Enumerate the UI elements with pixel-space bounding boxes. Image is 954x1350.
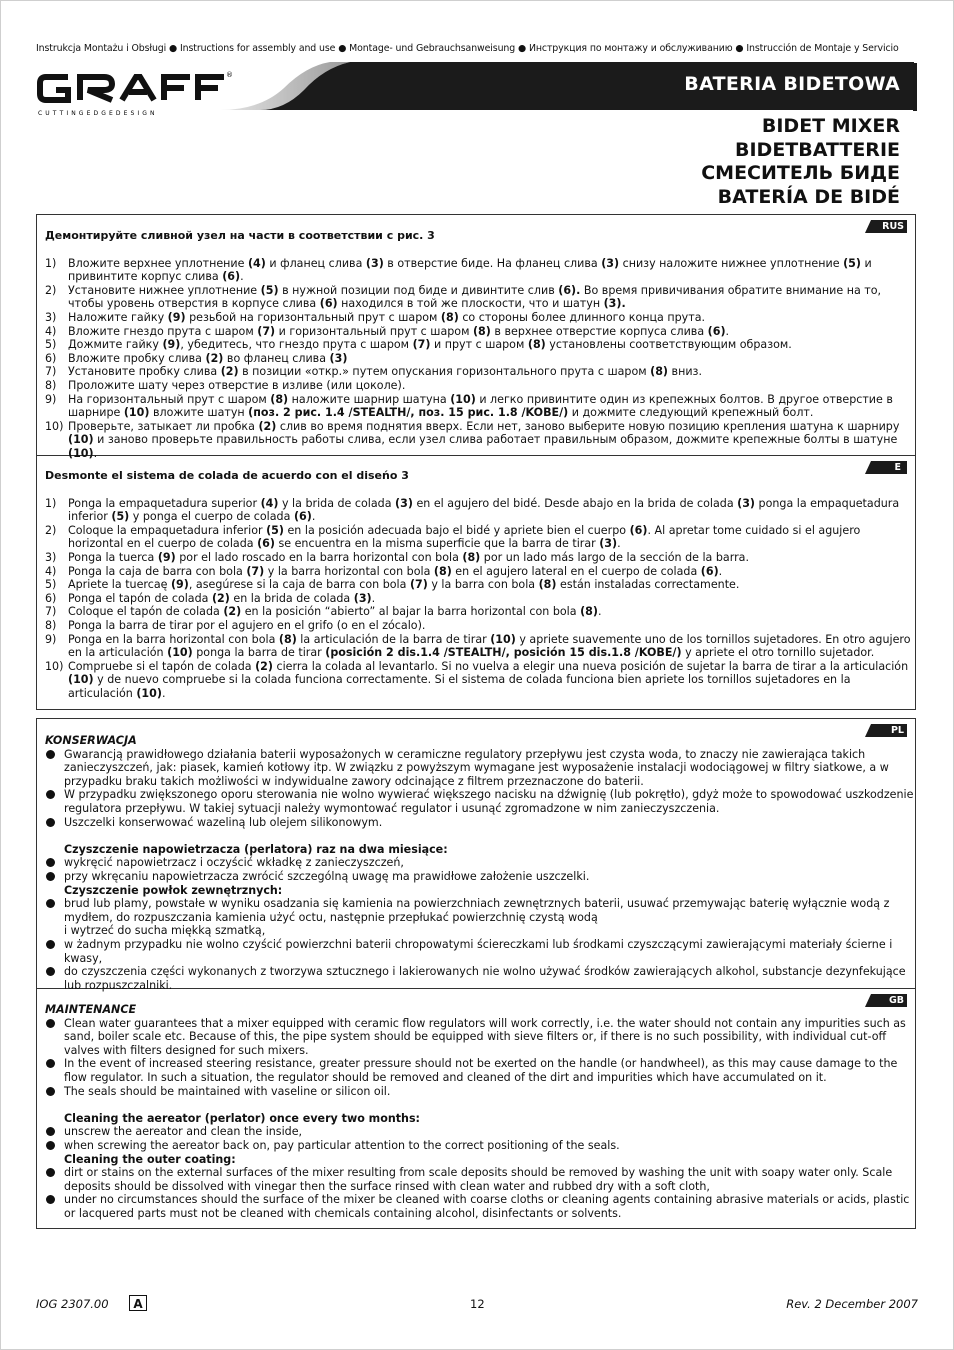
bullet-icon: [46, 1195, 55, 1204]
bullet-icon: [46, 818, 55, 827]
bullet-icon: [46, 1127, 55, 1136]
rus-step: [45, 393, 915, 420]
logo-tagline: C U T T I N G E D G E D E S I G N: [38, 110, 156, 117]
step-text: Ponga en la barra horizontal con bola (8) la articulación de la barra de tirar (10) y apriete suavemente uno de los tornillos sujetadores. En otro agujero en la articulación (10) ponga la barra de tirar (posición 2 dis.1.4 /STEALTH/, posición 15 dis.1.8 /KOBE/) y apriete el otro tornillo sujetador.: [68, 632, 911, 660]
languages-line: Instrukcja Montażu i Obsługi ● Instructions for assembly and use ● Montage- und Gebrauchsanweisung ● Инструкция по монтажу и обслуживанию ● Instrucción de Montaje y Servicio: [36, 43, 899, 54]
subtitles: [701, 115, 900, 209]
step-number: 8): [45, 378, 57, 392]
gb-subheading-aerator: Cleaning the aereator (perlator) once every two months:: [64, 1111, 420, 1125]
step-text: Coloque el tapón de colada (2) en la posición “abierto” al bajar la barra horizontal con bola (8).: [68, 605, 602, 619]
bullet-icon: [46, 1059, 55, 1068]
rus-step: [45, 352, 915, 366]
step-number: 6): [45, 591, 57, 605]
step-number: 2): [45, 523, 57, 537]
section-heading-rus: Демонтируйте сливной узел на части в соответствии с рис. 3: [45, 229, 435, 242]
step-text: Ponga el tapón de colada (2) en la brida de colada (3).: [68, 591, 376, 605]
maintenance-box: [36, 718, 916, 1229]
bullet-icon: [46, 899, 55, 908]
step-text: Apriete la tuercaę (9), asegúrese si la caja de barra con bola (7) y la barra con bola (8) están instaladas correctamente.: [68, 578, 740, 592]
bullet-item: [45, 1166, 915, 1193]
bullet-item: [45, 1125, 915, 1139]
subtitle-en: BIDET MIXER: [761, 115, 900, 137]
rus-step: [45, 311, 915, 325]
bullet-text: when screwing the aereator back on, pay particular attention to the correct positioning of the seals.: [64, 1138, 620, 1152]
bullet-item: [45, 1057, 915, 1084]
subtitle-es: BATERÍA DE BIDÉ: [717, 185, 900, 208]
flag-pl: PL: [865, 724, 907, 737]
step-number: 3): [45, 310, 57, 324]
bullet-icon: [46, 858, 55, 867]
step-text: Вложите верхнее уплотнение (4) и фланец слива (3) в отверстие биде. На фланец слива (3) снизу наложите нижнее уплотнение (5) и привинтите корпус слива (6).: [68, 256, 872, 284]
es-step: [45, 578, 915, 592]
section-heading-pl: KONSERWACJA: [45, 734, 137, 747]
step-text: Установите нижнее уплотнение (5) в нужной позиции под биде и дивинтите слив (6). Во время привичивания обратите внимание на то, чтобы уровень отверстия в корпусе слива (6) находился в той же плоскости, что и шатун (3).: [68, 283, 882, 311]
step-text: Compruebe si el tapón de colada (2) cierra la colada al levantarlo. Si no vuelva a elegir una nueva posición de sujetar la barra de tirar a la articulación (10) y de nuevo compruebe si la colada funciona correctamente. Si el sistema de colada funciona bien apriete los tornillos sujetadores en la articulación (10).: [68, 659, 909, 700]
step-text: Ponga la tuerca (9) por el lado roscado en la barra horizontal con bola (8) por un lado más largo de la sección de la barra.: [68, 550, 749, 564]
step-number: 3): [45, 550, 57, 564]
bullet-text: The seals should be maintained with vaseline or silicon oil.: [64, 1084, 391, 1098]
subtitle-ru: СМЕСИТЕЛЬ БИДЕ: [701, 162, 900, 184]
step-text: Дожмите гайку (9), убедитесь, что гнездо прута с шаром (7) и прут с шаром (8) установлены соответствующим образом.: [68, 338, 792, 352]
bullet-text: Uszczelki konserwować wazeliną lub olejem silikonowym.: [64, 815, 383, 829]
step-text: Установите пробку слива (2) в позиции «откр.» путем опускания горизонтального прута с шаром (8) вниз.: [68, 365, 702, 379]
gb-bullets-coating: [45, 1166, 915, 1220]
pl-bullets-coating: [45, 897, 915, 992]
step-number: 5): [45, 338, 57, 352]
es-step: [45, 592, 915, 606]
bullet-icon: [46, 1168, 55, 1177]
bullet-text: under no circumstances should the surface of the mixer be cleaned with coarse cloths or cleaning agents containing abrasive materials or acids, plastic or lacquered parts must not be cleaned with chemicals containing alcohol, disinfectants or solvents.: [64, 1193, 910, 1220]
bullet-icon: [46, 750, 55, 759]
rus-step: [45, 379, 915, 393]
section-heading-gb: MAINTENANCE: [45, 1003, 137, 1016]
bullet-item: [45, 1193, 915, 1220]
rus-step: [45, 338, 915, 352]
step-text: Вложите гнездо прута с шаром (7) и горизонтальный прут с шаром (8) в верхнее отверстие корпуса слива (6).: [68, 324, 730, 338]
gb-bullets-general: [45, 1017, 915, 1099]
bullet-text: In the event of increased steering resistance, greater pressure should not be exerted on the handle (or handwheel), as this may cause damage to the flow regulator. In such a situation, the regulator should be removed and cleaned of the dirt and impurities which have accumulated on it.: [64, 1057, 898, 1084]
step-number: 10): [45, 419, 64, 433]
step-number: 7): [45, 365, 57, 379]
bullet-item: [45, 870, 915, 884]
step-number: 5): [45, 578, 57, 592]
gb-subheading-coating: Cleaning the outer coating:: [64, 1152, 236, 1166]
flag-es: E: [865, 461, 907, 474]
step-text: Ponga la caja de barra con bola (7) y la barra horizontal con bola (8) en el agujero lateral en el cuerpo de colada (6).: [68, 564, 723, 578]
bullet-text: Clean water guarantees that a mixer equipped with ceramic flow regulators will work correctly, i.e. the water should not contain any impurities such as sand, boiler scale etc. Because of this, the pipe system should be equipped with sieve filters or, if there is no such possibility, with individual cut-off valves with filters designed for such mixers.: [64, 1016, 906, 1057]
section-rus: [37, 215, 915, 460]
es-step: [45, 605, 915, 619]
es-step: [45, 551, 915, 565]
es-step: [45, 565, 915, 579]
bullet-text: dirt or stains on the external surfaces of the mixer resulting from scale deposits should be removed by washing the unit with soapy water only. Scale deposits should be dissolved with vinegar then the surface rinsed with clean water and rubbed dry with a soft cloth,: [64, 1166, 893, 1193]
title-bar-mark: [913, 63, 917, 111]
bullet-text: unscrew the aereator and clean the inside,: [64, 1125, 303, 1139]
revision-date: Rev. 2 December 2007: [786, 1297, 918, 1311]
es-step: [45, 619, 915, 633]
flag-gb: GB: [865, 994, 907, 1007]
bullet-item: [45, 788, 915, 815]
section-gb: [37, 989, 915, 1221]
step-number: 4): [45, 324, 57, 338]
bullet-item: [45, 938, 915, 965]
es-step: [45, 524, 915, 551]
rus-step: [45, 284, 915, 311]
step-number: 4): [45, 564, 57, 578]
bullet-icon: [46, 1087, 55, 1096]
bullet-text: w żadnym przypadku nie wolno czyścić powierzchni baterii chropowatymi ściereczkami lub środkami czyszczącymi zawierającymi materiały ścierne i kwasy,: [64, 937, 893, 965]
doc-code: IOG 2307.00: [36, 1297, 109, 1311]
bullet-item: [45, 1139, 915, 1153]
es-step: [45, 660, 915, 701]
bullet-item: [45, 897, 915, 938]
bullet-text: do czyszczenia części wykonanych z tworzywa sztucznego i lakierowanych nie wolno używać środków zawierających alkohol, substancje dezynfekujące lub rozpuszczalniki.: [64, 965, 906, 992]
rus-steps-list: [45, 257, 915, 461]
step-text: Проверьте, затыкает ли пробка (2) слив во время поднятия вверх. Если нет, заново выберите новую позицию крепления шатуна к шарниру (10) и заново проверьте правильность работы слива, если узел слива работает правильным образом, дожмите крепежные болты в шатуне (10).: [68, 419, 900, 460]
flag-rus: RUS: [865, 220, 907, 233]
bullet-icon: [46, 790, 55, 799]
es-step: [45, 497, 915, 524]
step-text: Вложите пробку слива (2) во фланец слива (3): [68, 351, 348, 365]
bullet-item: [45, 748, 915, 789]
step-number: 10): [45, 659, 64, 673]
pl-subheading-aerator: Czyszczenie napowietrzacza (perlatora) raz na dwa miesiące:: [64, 842, 448, 856]
bullet-text: brud lub plamy, powstałe w wyniku osadzania się kamienia na powierzchniach zewnętrznych baterii, usuwać przemywając baterię wyłącznie wodą z mydłem, do rozpuszczania kamienia użyć octu, następnie przepłukać powierzchnię czystą wodą i wytrzeć do sucha miękką szmatką,: [64, 897, 890, 938]
step-number: 9): [45, 392, 57, 406]
svg-text:®: ®: [226, 71, 233, 79]
step-text: На горизонтальный прут с шаром (8) наложите шарнир шатуна (10) и легко привинтите один из крепежных болтов. В другое отверстие в шарнире (10) вложите шатун (поз. 2 рис. 1.4 /STEALTH/, поз. 15 рис. 1.8 /KOBE/) и дожмите следующий крепежный болт.: [68, 392, 893, 420]
step-number: 9): [45, 632, 57, 646]
bullet-icon: [46, 1019, 55, 1028]
gb-bullets-aerator: [45, 1125, 915, 1152]
step-text: Наложите гайку (9) резьбой на горизонтальный прут с шаром (8) со стороны более длинного конца прута.: [68, 310, 706, 324]
step-text: Ponga la empaquetadura superior (4) y la brida de colada (3) en el agujero del bidé. Desde abajo en la brida de colada (3) ponga la empaquetadura inferior (5) y ponga el cuerpo de colada (6).: [68, 496, 900, 524]
step-text: Ponga la barra de tirar por el agujero en el grifo (o en el zócalo).: [68, 618, 426, 632]
bullet-text: przy wkręcaniu napowietrzacza zwrócić szczególną uwagę ma prawidłowe założenie uszczelki.: [64, 869, 590, 883]
step-text: Coloque la empaquetadura inferior (5) en la posición adecuada bajo el bidé y apriete bien el cuerpo (6). Al apretar tome cuidado si el agujero horizontal en el cuerpo de colada (6) se encuentra en la misma superficie que la barra de tirar (3).: [68, 523, 861, 551]
step-number: 1): [45, 496, 57, 510]
rus-step: [45, 365, 915, 379]
step-number: 1): [45, 256, 57, 270]
bullet-icon: [46, 940, 55, 949]
bullet-item: [45, 816, 915, 830]
step-number: 6): [45, 351, 57, 365]
page-title: BATERIA BIDETOWA: [684, 73, 900, 95]
subtitle-de: BIDETBATTERIE: [735, 138, 900, 161]
bullet-item: [45, 1085, 915, 1099]
rus-step: [45, 257, 915, 284]
bullet-item: [45, 856, 915, 870]
pl-subheading-coating: Czyszczenie powłok zewnętrznych:: [64, 883, 283, 897]
bullet-text: Gwarancją prawidłowego działania baterii wyposażonych w ceramiczne regulatory przepływu jest czysta woda, to znaczy nie zawierająca takich zanieczyszczeń, jak: piasek, kamień kotłowy itp. W związku z powyższym wymagane jest wyposażenie instalacji wodociągowej w filtry siatkowe, a w przypadku braku takich możliwości w indywidualne zawory odcinające z filtrem przeznaczone do baterii.: [64, 747, 889, 788]
bullet-item: [45, 1017, 915, 1058]
rus-step: [45, 325, 915, 339]
step-number: 8): [45, 618, 57, 632]
step-text: Проложите шату через отверстие в изливе (или цоколе).: [68, 378, 406, 392]
rus-step: [45, 420, 915, 461]
section-heading-es: Desmonte el sistema de colada de acuerdo con el diseńo 3: [45, 469, 409, 482]
es-steps-list: [45, 497, 915, 701]
es-step: [45, 633, 915, 660]
pl-bullets-aerator: [45, 856, 915, 883]
section-pl: [37, 719, 915, 992]
step-number: 7): [45, 605, 57, 619]
bullet-text: wykręcić napowietrzacz i oczyścić wkładkę z zanieczyszczeń,: [64, 856, 404, 870]
bullet-icon: [46, 872, 55, 881]
pl-bullets-general: [45, 748, 915, 830]
assembly-instructions-box: [36, 214, 916, 710]
revision-badge: A: [129, 1295, 147, 1311]
section-es: [37, 456, 915, 701]
step-number: 2): [45, 283, 57, 297]
bullet-text: W przypadku zwiększonego oporu sterowania nie wolno wywierać większego nacisku na dźwignię (lub pokrętło), gdyż może to spowodować uszkodzenie regulatora przepływu. W takiej sytuacji należy wymontować regulator i usunąć zgromadzone w nim zanieczyszczenia.: [64, 788, 914, 815]
bullet-icon: [46, 1141, 55, 1150]
page-number: 12: [470, 1297, 485, 1311]
bullet-icon: [46, 967, 55, 976]
